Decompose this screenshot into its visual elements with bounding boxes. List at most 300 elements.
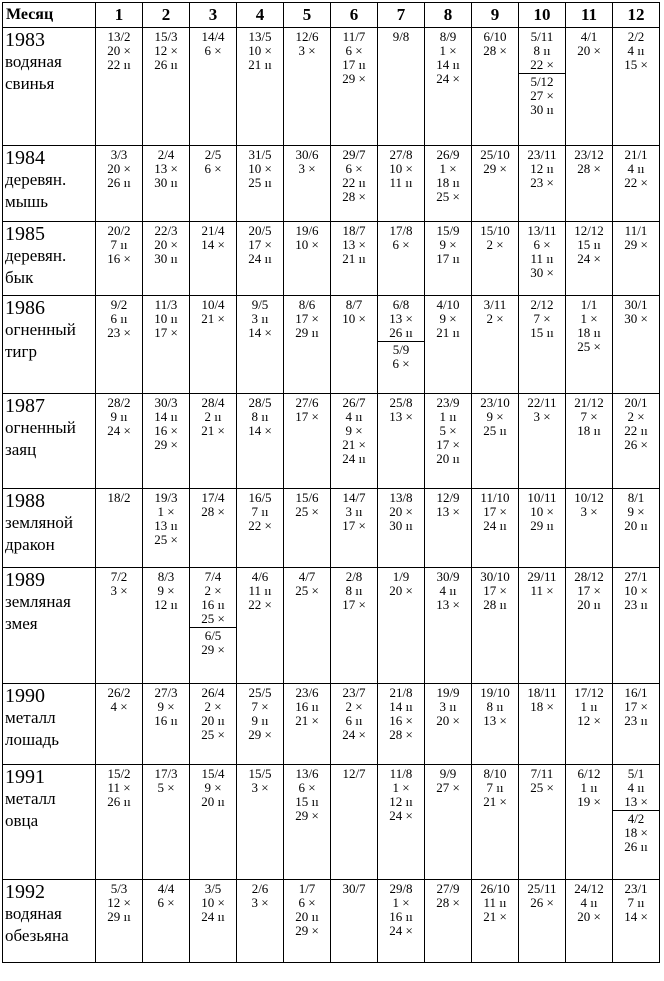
month-cell	[96, 28, 143, 146]
new-moon-block	[331, 765, 377, 781]
new-moon-block	[378, 146, 424, 190]
marked-day: 16 ıı	[295, 699, 319, 714]
new-moon-date: 12/7	[342, 766, 366, 781]
new-moon-date: 31/5	[248, 147, 272, 162]
month-cell	[284, 394, 331, 489]
marked-day: 21 ×	[342, 437, 366, 452]
marked-day: 1 ×	[392, 895, 410, 910]
month-cell	[284, 296, 331, 394]
new-moon-block	[237, 489, 283, 533]
new-moon-block	[331, 684, 377, 742]
marked-day: 17 ×	[248, 237, 272, 252]
new-moon-date: 30/1	[624, 297, 648, 312]
month-header-6: 6	[331, 3, 378, 28]
month-cell	[472, 146, 519, 222]
new-moon-block	[472, 880, 518, 924]
new-moon-block	[190, 568, 236, 626]
new-moon-date: 26/7	[342, 395, 366, 410]
month-cell	[143, 394, 190, 489]
year-row	[3, 394, 660, 489]
new-moon-block	[425, 394, 471, 466]
new-moon-date: 23/7	[342, 685, 366, 700]
new-moon-block	[331, 28, 377, 86]
new-moon-block	[566, 296, 612, 354]
new-moon-block	[519, 296, 565, 340]
new-moon-date: 21/4	[201, 223, 225, 238]
month-cell	[331, 765, 378, 880]
month-header-7: 7	[378, 3, 425, 28]
marked-day: 6 ×	[204, 43, 222, 58]
new-moon-date: 5/11	[530, 29, 554, 44]
next-new-moon-block	[519, 73, 565, 117]
marked-day: 14 ıı	[389, 699, 413, 714]
marked-day: 25 ×	[530, 780, 554, 795]
new-moon-block	[143, 765, 189, 795]
new-moon-date: 11/3	[154, 297, 178, 312]
new-moon-block	[237, 568, 283, 612]
marked-day: 28 ×	[201, 504, 225, 519]
marked-day: 20 ×	[107, 161, 131, 176]
new-moon-block	[566, 684, 612, 728]
marked-day: 4 ×	[110, 699, 128, 714]
marked-day: 20 ×	[436, 713, 460, 728]
new-moon-date: 23/10	[480, 395, 510, 410]
new-moon-date: 7/11	[530, 766, 554, 781]
year-animal-label: тигр	[5, 342, 37, 361]
marked-day: 1 ıı	[580, 699, 598, 714]
marked-day: 23 ×	[107, 325, 131, 340]
new-moon-date: 26/2	[107, 685, 131, 700]
marked-day: 12 ×	[107, 895, 131, 910]
new-moon-block	[519, 489, 565, 533]
month-cell	[519, 684, 566, 765]
month-header-1: 1	[96, 3, 143, 28]
marked-day: 16 ıı	[389, 909, 413, 924]
marked-day: 21 ×	[483, 909, 507, 924]
year-number: 1991	[5, 766, 45, 788]
new-moon-block	[613, 568, 659, 612]
month-cell	[378, 568, 425, 684]
month-cell	[519, 880, 566, 963]
new-moon-block	[613, 28, 659, 72]
marked-day: 24 ×	[577, 251, 601, 266]
new-moon-block	[519, 394, 565, 424]
marked-day: 14 ıı	[436, 57, 460, 72]
marked-day: 18 ıı	[577, 423, 601, 438]
month-cell	[378, 296, 425, 394]
new-moon-date: 8/10	[483, 766, 507, 781]
year-row	[3, 684, 660, 765]
month-cell	[237, 684, 284, 765]
marked-day: 4 ıı	[345, 409, 363, 424]
new-moon-block	[284, 489, 330, 519]
new-moon-block	[331, 489, 377, 533]
marked-day: 25 ×	[436, 189, 460, 204]
month-header-12: 12	[613, 3, 660, 28]
new-moon-block	[472, 296, 518, 326]
new-moon-date: 9/9	[439, 766, 457, 781]
new-moon-date: 30/6	[295, 147, 319, 162]
marked-day: 18 ×	[530, 699, 554, 714]
marked-day: 22 ×	[248, 597, 272, 612]
new-moon-block	[237, 880, 283, 910]
year-row	[3, 222, 660, 296]
marked-day: 25 ×	[295, 504, 319, 519]
month-cell	[96, 568, 143, 684]
month-cell	[284, 146, 331, 222]
new-moon-date: 18/2	[107, 490, 131, 505]
month-cell	[613, 765, 660, 880]
marked-day: 13 ıı	[154, 518, 178, 533]
year-cell	[3, 684, 96, 765]
month-cell	[284, 880, 331, 963]
month-cell	[566, 765, 613, 880]
new-moon-date: 29/8	[389, 881, 413, 896]
month-cell	[566, 880, 613, 963]
marked-day: 16 ıı	[201, 597, 225, 612]
new-moon-block	[519, 684, 565, 714]
month-cell	[472, 880, 519, 963]
marked-day: 10 ×	[389, 161, 413, 176]
new-moon-date: 24/12	[574, 881, 604, 896]
month-cell	[425, 394, 472, 489]
month-cell	[566, 568, 613, 684]
marked-day: 20 ıı	[201, 794, 225, 809]
marked-day: 13 ×	[389, 311, 413, 326]
new-moon-block	[566, 222, 612, 266]
marked-day: 14 ×	[248, 325, 272, 340]
year-cell	[3, 765, 96, 880]
new-moon-date: 2/6	[251, 881, 269, 896]
new-moon-block	[425, 880, 471, 910]
month-cell	[190, 28, 237, 146]
new-moon-date: 21/8	[389, 685, 413, 700]
marked-day: 12 ıı	[389, 794, 413, 809]
year-animal-label: земляной	[5, 513, 74, 532]
new-moon-block	[284, 296, 330, 340]
new-moon-date: 3/11	[483, 297, 507, 312]
marked-day: 22 ×	[530, 57, 554, 72]
new-moon-date: 30/3	[154, 395, 178, 410]
new-moon-date: 18/7	[342, 223, 366, 238]
month-cell	[190, 568, 237, 684]
marked-day: 2 ×	[204, 583, 222, 598]
new-moon-block	[237, 296, 283, 340]
marked-day: 11 ×	[107, 780, 131, 795]
month-cell	[425, 28, 472, 146]
month-cell	[472, 394, 519, 489]
month-cell	[613, 394, 660, 489]
marked-day: 17 ×	[295, 311, 319, 326]
year-row	[3, 28, 660, 146]
new-moon-block	[190, 394, 236, 438]
next-new-moon-block	[378, 341, 424, 371]
new-moon-date: 23/1	[624, 881, 648, 896]
marked-day: 29 ıı	[295, 325, 319, 340]
new-moon-date: 4/4	[157, 881, 175, 896]
new-moon-date: 17/3	[154, 766, 178, 781]
marked-day: 15 ıı	[577, 237, 601, 252]
month-cell	[519, 765, 566, 880]
new-moon-block	[425, 684, 471, 728]
marked-day: 10 ×	[201, 895, 225, 910]
new-moon-block	[425, 568, 471, 612]
marked-day: 8 ıı	[251, 409, 269, 424]
month-cell	[96, 684, 143, 765]
month-cell	[613, 222, 660, 296]
new-moon-date: 28/2	[107, 395, 131, 410]
new-moon-block	[190, 146, 236, 176]
month-cell	[425, 296, 472, 394]
marked-day: 17 ×	[483, 583, 507, 598]
new-moon-date: 12/9	[436, 490, 460, 505]
marked-day: 13 ×	[624, 794, 648, 809]
year-animal-label: обезьяна	[5, 926, 69, 945]
new-moon-date: 15/6	[295, 490, 319, 505]
month-cell	[96, 765, 143, 880]
new-moon-block	[331, 146, 377, 204]
new-moon-date: 26/9	[436, 147, 460, 162]
new-moon-block	[613, 296, 659, 326]
marked-day: 11 ıı	[248, 583, 272, 598]
marked-day: 3 ×	[298, 161, 316, 176]
marked-day: 24 ıı	[248, 251, 272, 266]
month-cell	[143, 684, 190, 765]
month-header-3: 3	[190, 3, 237, 28]
marked-day: 20 ıı	[436, 451, 460, 466]
marked-day: 26 ×	[530, 895, 554, 910]
new-moon-block	[237, 222, 283, 266]
marked-day: 13 ×	[389, 409, 413, 424]
marked-day: 20 ıı	[624, 518, 648, 533]
marked-day: 10 ×	[624, 583, 648, 598]
month-cell	[190, 489, 237, 568]
new-moon-date: 17/4	[201, 490, 225, 505]
month-cell	[237, 765, 284, 880]
month-cell	[190, 394, 237, 489]
marked-day: 24 ×	[436, 71, 460, 86]
marked-day: 20 ×	[154, 237, 178, 252]
month-cell	[425, 489, 472, 568]
new-moon-date: 27/1	[624, 569, 648, 584]
new-moon-block	[472, 568, 518, 612]
month-cell	[519, 489, 566, 568]
month-cell	[143, 222, 190, 296]
marked-day: 23 ıı	[624, 713, 648, 728]
new-moon-block	[472, 394, 518, 438]
marked-day: 17 ×	[342, 597, 366, 612]
marked-day: 11 ıı	[389, 175, 413, 190]
marked-day: 6 ×	[345, 43, 363, 58]
new-moon-date: 13/11	[527, 223, 557, 238]
new-moon-block	[566, 394, 612, 438]
marked-day: 30 ıı	[530, 102, 554, 117]
new-moon-block	[331, 222, 377, 266]
new-moon-date: 15/9	[436, 223, 460, 238]
new-moon-date: 9/2	[110, 297, 128, 312]
new-moon-block	[284, 28, 330, 58]
next-new-moon-block	[613, 810, 659, 854]
month-cell	[472, 296, 519, 394]
month-cell	[143, 765, 190, 880]
marked-day: 1 ıı	[439, 409, 457, 424]
year-row	[3, 489, 660, 568]
new-moon-block	[378, 765, 424, 823]
marked-day: 25 ıı	[483, 423, 507, 438]
year-animal-label: змея	[5, 614, 38, 633]
marked-day: 22 ×	[624, 175, 648, 190]
lunar-calendar-table	[2, 2, 660, 963]
new-moon-block	[378, 489, 424, 533]
new-moon-date: 13/6	[295, 766, 319, 781]
new-moon-date: 8/6	[298, 297, 316, 312]
marked-day: 7 ıı	[627, 895, 645, 910]
year-animal-label: водяная	[5, 904, 62, 923]
marked-day: 25 ×	[295, 583, 319, 598]
marked-day: 24 ıı	[342, 451, 366, 466]
marked-day: 22 ıı	[624, 423, 648, 438]
marked-day: 4 ıı	[627, 161, 645, 176]
year-animal-label: металл	[5, 708, 56, 727]
year-cell	[3, 146, 96, 222]
marked-day: 27 ×	[436, 780, 460, 795]
month-cell	[237, 222, 284, 296]
new-moon-block	[190, 222, 236, 252]
new-moon-block	[519, 146, 565, 190]
marked-day: 29 ×	[154, 437, 178, 452]
new-moon-block	[96, 146, 142, 190]
marked-day: 21 ×	[201, 311, 225, 326]
new-moon-date: 7/2	[110, 569, 128, 584]
new-moon-date: 25/11	[527, 881, 557, 896]
year-animal-label: деревян.	[5, 170, 67, 189]
marked-day: 7 ×	[580, 409, 598, 424]
marked-day: 22 ıı	[107, 57, 131, 72]
new-moon-date: 6/5	[204, 628, 222, 643]
year-animal-label: земляная	[5, 592, 71, 611]
marked-day: 28 ×	[436, 895, 460, 910]
new-moon-block	[378, 568, 424, 598]
month-cell	[519, 146, 566, 222]
marked-day: 8 ıı	[345, 583, 363, 598]
marked-day: 3 ıı	[345, 504, 363, 519]
month-header-4: 4	[237, 3, 284, 28]
month-cell	[143, 146, 190, 222]
month-header-2: 2	[143, 3, 190, 28]
new-moon-block	[284, 146, 330, 176]
new-moon-block	[96, 684, 142, 714]
month-cell	[425, 222, 472, 296]
month-cell	[519, 296, 566, 394]
new-moon-date: 11/10	[480, 490, 510, 505]
new-moon-date: 10/12	[574, 490, 604, 505]
year-animal-label: металл	[5, 789, 56, 808]
month-cell	[284, 684, 331, 765]
new-moon-date: 21/12	[574, 395, 604, 410]
marked-day: 3 ×	[298, 43, 316, 58]
new-moon-block	[237, 146, 283, 190]
new-moon-block	[96, 28, 142, 72]
year-cell	[3, 296, 96, 394]
month-cell	[331, 28, 378, 146]
month-header-11: 11	[566, 3, 613, 28]
new-moon-block	[425, 28, 471, 86]
new-moon-block	[613, 394, 659, 452]
marked-day: 3 ×	[251, 780, 269, 795]
year-number: 1992	[5, 881, 45, 903]
marked-day: 25 ×	[577, 339, 601, 354]
marked-day: 10 ×	[295, 237, 319, 252]
month-cell	[519, 222, 566, 296]
new-moon-block	[472, 684, 518, 728]
new-moon-block	[96, 568, 142, 598]
month-cell	[190, 765, 237, 880]
new-moon-date: 26/10	[480, 881, 510, 896]
new-moon-block	[566, 568, 612, 612]
marked-day: 20 ×	[577, 909, 601, 924]
marked-day: 1 ×	[439, 161, 457, 176]
month-cell	[613, 146, 660, 222]
new-moon-date: 25/10	[480, 147, 510, 162]
year-cell	[3, 880, 96, 963]
marked-day: 3 ×	[533, 409, 551, 424]
marked-day: 7 ×	[251, 699, 269, 714]
marked-day: 11 ×	[530, 583, 554, 598]
marked-day: 19 ×	[577, 794, 601, 809]
new-moon-block	[96, 296, 142, 340]
year-cell	[3, 222, 96, 296]
marked-day: 3 ×	[110, 583, 128, 598]
year-row	[3, 568, 660, 684]
new-moon-block	[425, 489, 471, 519]
month-cell	[566, 222, 613, 296]
marked-day: 21 ıı	[342, 251, 366, 266]
month-cell	[378, 146, 425, 222]
new-moon-block	[472, 765, 518, 809]
marked-day: 30 ×	[530, 265, 554, 280]
year-animal-label: овца	[5, 811, 39, 830]
month-cell	[613, 489, 660, 568]
new-moon-block	[331, 296, 377, 326]
new-moon-date: 4/2	[627, 811, 645, 826]
new-moon-date: 20/2	[107, 223, 131, 238]
marked-day: 10 ×	[248, 161, 272, 176]
new-moon-date: 4/6	[251, 569, 269, 584]
year-cell	[3, 489, 96, 568]
marked-day: 1 ×	[157, 504, 175, 519]
new-moon-block	[284, 394, 330, 424]
new-moon-block	[472, 146, 518, 176]
marked-day: 11 ıı	[530, 251, 554, 266]
marked-day: 1 ×	[392, 780, 410, 795]
marked-day: 6 ıı	[345, 713, 363, 728]
year-number: 1989	[5, 569, 45, 591]
marked-day: 15 ×	[624, 57, 648, 72]
year-animal-label: деревян.	[5, 246, 67, 265]
marked-day: 22 ×	[248, 518, 272, 533]
marked-day: 1 ıı	[580, 780, 598, 795]
marked-day: 6 ıı	[110, 311, 128, 326]
year-row	[3, 296, 660, 394]
new-moon-block	[237, 684, 283, 742]
month-cell	[425, 146, 472, 222]
marked-day: 25 ×	[154, 532, 178, 547]
marked-day: 20 ×	[577, 43, 601, 58]
new-moon-date: 30/9	[436, 569, 460, 584]
new-moon-date: 15/4	[201, 766, 225, 781]
month-cell	[378, 489, 425, 568]
month-cell	[613, 684, 660, 765]
